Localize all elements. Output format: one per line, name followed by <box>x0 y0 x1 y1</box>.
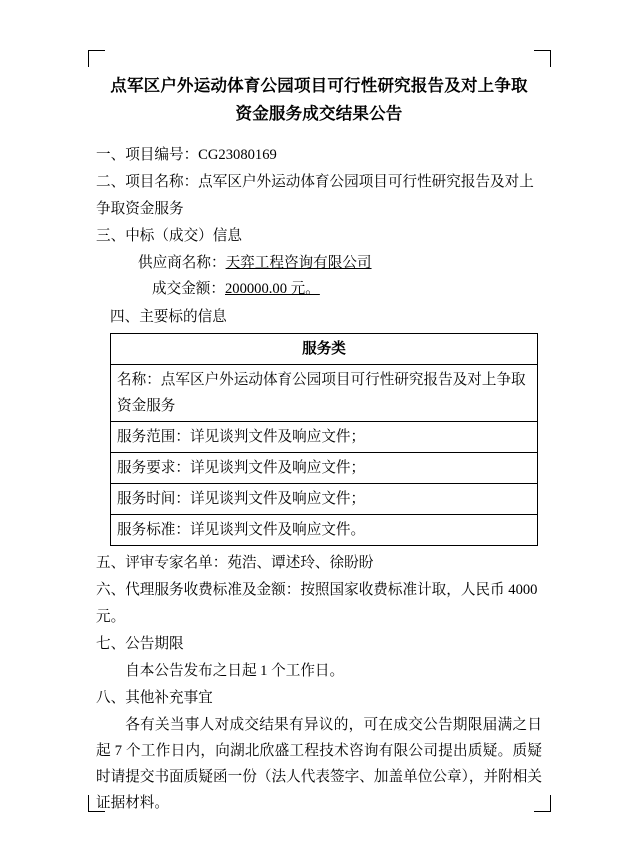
section-award-info: 三、中标（成交）信息 <box>96 228 242 244</box>
announcement-period-body: 自本公告发布之日起 1 个工作日。 <box>125 663 345 679</box>
table-row <box>111 453 538 484</box>
table-cell-name: 名称：点军区户外运动体育公园项目可行性研究报告及对上争取资金服务 <box>111 365 538 422</box>
section-agency-fee: 六、代理服务收费标准及金额：按照国家收费标准计取，人民币 4000 <box>96 582 538 598</box>
supplier-value: 天弈工程咨询有限公司 <box>225 255 372 271</box>
supplier-label: 供应商名称： <box>138 255 226 271</box>
page-title-line-2: 资金服务成交结果公告 <box>235 104 403 123</box>
section-other-matters: 八、其他补充事宜 <box>96 690 213 706</box>
section-review-experts: 五、评审专家名单：苑浩、谭述玲、徐盼盼 <box>96 555 374 571</box>
supplier-row <box>96 250 542 276</box>
section-project-number: 一、项目编号：CG23080169 <box>96 147 277 163</box>
section-agency-fee-continued: 元。 <box>96 609 126 625</box>
amount-value: 200000.00 元。 <box>224 281 320 297</box>
section-project-name-continued: 争取资金服务 <box>96 201 184 217</box>
table-header-row <box>111 334 538 365</box>
section-announcement-period: 七、公告期限 <box>96 636 184 652</box>
table-header-service-type: 服务类 <box>111 334 538 365</box>
table-cell-duration: 服务时间：详见谈判文件及响应文件； <box>111 484 538 515</box>
amount-row <box>96 276 542 302</box>
table-row <box>111 484 538 515</box>
amount-label: 成交金额： <box>152 281 225 297</box>
section-project-name: 二、项目名称：点军区户外运动体育公园项目可行性研究报告及对上 <box>96 174 534 190</box>
table-cell-standard: 服务标准：详见谈判文件及响应文件。 <box>111 515 538 546</box>
table-cell-requirements: 服务要求：详见谈判文件及响应文件； <box>111 453 538 484</box>
table-row <box>111 422 538 453</box>
document-body <box>96 64 542 817</box>
page-title <box>96 72 542 128</box>
table-cell-scope: 服务范围：详见谈判文件及响应文件； <box>111 422 538 453</box>
section-main-targets: 四、主要标的信息 <box>110 309 227 325</box>
page-title-line-1: 点军区户外运动体育公园项目可行性研究报告及对上争取 <box>110 76 528 95</box>
other-matters-body: 各有关当事人对成交结果有异议的，可在成交公告期限届满之日起 7 个工作日内，向湖北欣盛工程技术咨询有限公司提出质疑。质疑时请提交书面质疑函一份（法人代表签字、加盖单位公章），并附相关证据材料。 <box>96 717 542 811</box>
table-row <box>111 515 538 546</box>
table-row <box>111 365 538 422</box>
main-target-table <box>110 333 538 546</box>
